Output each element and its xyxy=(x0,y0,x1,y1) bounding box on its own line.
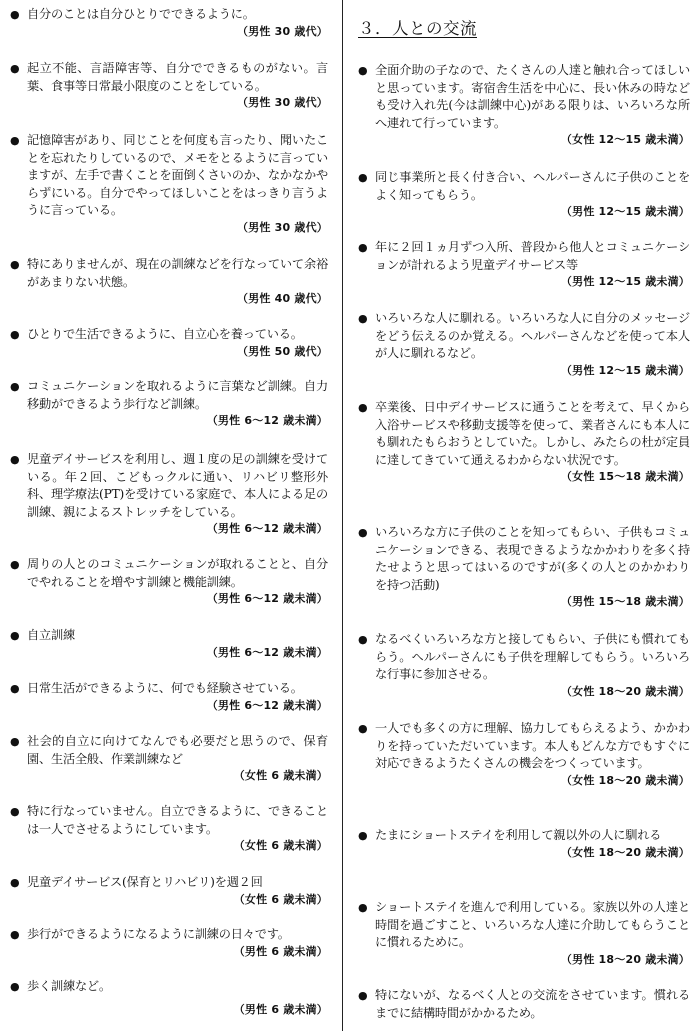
bullet-icon: ● xyxy=(10,380,20,393)
item-text: 周りの人とのコミュニケーションが取れることと、自分でやれることを増やす訓練と機能訓練。 xyxy=(27,557,328,589)
list-item xyxy=(10,556,328,607)
item-text: 年に２回１ヵ月ずつ入所、普段から他人とコミュニケーションが計れるよう児童デイサービス等 xyxy=(375,240,690,272)
respondent-attribute: （男性 50 歳代） xyxy=(237,344,328,358)
bullet-icon: ● xyxy=(358,526,368,539)
respondent-attribute: （男性 12〜15 歳未満） xyxy=(560,205,690,218)
list-item xyxy=(10,627,328,661)
respondent-attribute: （男性 18〜20 歳未満） xyxy=(560,952,690,966)
item-text: 児童デイサービス(保育とリハビリ)を週２回 xyxy=(27,875,263,889)
bullet-icon: ● xyxy=(10,805,20,818)
bullet-icon: ● xyxy=(358,312,368,325)
respondent-attribute: （女性 18〜20 歳未満） xyxy=(560,684,690,698)
column-divider xyxy=(342,0,343,1031)
bullet-icon: ● xyxy=(10,258,20,271)
bullet-icon: ● xyxy=(358,401,368,414)
list-item xyxy=(358,169,690,220)
item-text: コミュニケーションを取れるように言葉など訓練。自力移動ができるよう歩行など訓練。 xyxy=(27,379,328,411)
list-item xyxy=(358,524,690,610)
list-item xyxy=(358,899,690,968)
bullet-icon: ● xyxy=(358,64,368,77)
list-item xyxy=(358,987,690,1022)
respondent-attribute: （女性 6 歳未満） xyxy=(233,769,328,782)
bullet-icon: ● xyxy=(10,735,20,748)
item-text: 歩く訓練など。 xyxy=(27,979,111,993)
list-item xyxy=(10,6,328,40)
bullet-icon: ● xyxy=(358,829,368,842)
bullet-icon: ● xyxy=(10,453,20,466)
item-text: 特に行なっていません。自立できるように、できることは一人でさせるようにしています。 xyxy=(27,804,328,836)
respondent-attribute: （男性 6 歳未満） xyxy=(233,1002,328,1016)
item-text: 自立訓練 xyxy=(27,628,75,642)
bullet-icon: ● xyxy=(10,629,20,642)
item-text: 特にないが、なるべく人との交流をさせています。慣れるまでに結構時間がかかるため。 xyxy=(375,988,690,1020)
respondent-attribute: （女性 15〜18 歳未満） xyxy=(560,470,690,483)
list-item xyxy=(358,310,690,379)
bullet-icon: ● xyxy=(10,980,20,993)
item-text: いろいろな方に子供のことを知ってもらい、子供もコミュニケーションできる、表現できるようなかかわりを多く持たせようと思ってはいるのですが(多くの人とのかかわりを持つ活動) xyxy=(375,525,690,592)
list-item xyxy=(10,378,328,429)
respondent-attribute: （男性 6〜12 歳未満） xyxy=(206,522,328,535)
respondent-attribute: （男性 30 歳代） xyxy=(237,96,328,109)
bullet-icon: ● xyxy=(10,876,20,889)
item-text: 歩行ができるようになるように訓練の日々です。 xyxy=(27,927,290,941)
list-item xyxy=(10,60,328,111)
respondent-attribute: （男性 6〜12 歳未満） xyxy=(206,698,328,712)
bullet-icon: ● xyxy=(358,989,368,1002)
respondent-attribute: （女性 18〜20 歳未満） xyxy=(560,773,690,787)
bullet-icon: ● xyxy=(358,633,368,646)
bullet-icon: ● xyxy=(358,901,368,914)
list-item xyxy=(10,978,328,1018)
respondent-attribute: （男性 6〜12 歳未満） xyxy=(206,592,328,605)
respondent-attribute: （男性 6〜12 歳未満） xyxy=(206,645,328,659)
item-text: いろいろな人に馴れる。いろいろな人に自分のメッセージをどう伝えるのか覚える。ヘルパーさんなどを使って本人が人に馴れるなど。 xyxy=(375,311,690,360)
list-item xyxy=(358,720,690,789)
respondent-attribute: （男性 6〜12 歳未満） xyxy=(206,414,328,427)
bullet-icon: ● xyxy=(10,134,20,147)
bullet-icon: ● xyxy=(10,62,20,75)
list-item xyxy=(358,631,690,700)
bullet-icon: ● xyxy=(358,722,368,735)
list-item xyxy=(10,132,328,236)
respondent-attribute: （男性 6 歳未満） xyxy=(233,944,328,958)
respondent-attribute: （女性 6 歳未満） xyxy=(233,892,328,906)
bullet-icon: ● xyxy=(358,171,368,184)
bullet-icon: ● xyxy=(10,558,20,571)
list-item xyxy=(10,680,328,714)
item-text: 特にありませんが、現在の訓練などを行なっていて余裕があまりない状態。 xyxy=(27,257,328,289)
bullet-icon: ● xyxy=(10,328,20,341)
bullet-icon: ● xyxy=(10,928,20,941)
list-item xyxy=(358,399,690,485)
item-text: 自分のことは自分ひとりでできるように。 xyxy=(27,7,255,21)
item-text: 起立不能、言語障害等、自分でできるものがない。言葉、食事等日常最小限度のことをしている。 xyxy=(27,61,328,93)
item-text: 日常生活ができるように、何でも経験させている。 xyxy=(27,681,303,695)
list-item xyxy=(358,239,690,290)
respondent-attribute: （男性 30 歳代） xyxy=(237,220,328,234)
list-item xyxy=(10,926,328,960)
item-text: 一人でも多くの方に理解、協力してもらえるよう、かかわりを持っていただいています。本人もどんな方でもすぐに対応できるようたくさんの機会をつくっています。 xyxy=(375,721,690,770)
item-text: なるべくいろいろな方と接してもらい、子供にも慣れてもらう。ヘルパーさんにも子供を理解してもらう。いろいろな行事に参加させる。 xyxy=(375,632,690,681)
bullet-icon: ● xyxy=(358,241,368,254)
respondent-attribute: （女性 6 歳未満） xyxy=(233,839,328,852)
list-item xyxy=(10,256,328,307)
list-item xyxy=(10,803,328,854)
item-text: 児童デイサービスを利用し、週１度の足の訓練を受けている。年２回、こどもっクルに通い、リハビリ整形外科、理学療法(PT)を受けている家庭で、本人による足の訓練、親によるストレッチをしている。 xyxy=(27,452,328,519)
bullet-icon: ● xyxy=(10,8,20,21)
respondent-attribute: （女性 12〜15 歳未満） xyxy=(560,133,690,146)
respondent-attribute: （男性 15〜18 歳未満） xyxy=(560,595,690,608)
respondent-attribute: （男性 40 歳代） xyxy=(237,292,328,305)
respondent-attribute: （男性 12〜15 歳未満） xyxy=(560,275,690,288)
respondent-attribute: （男性 12〜15 歳未満） xyxy=(560,363,690,377)
section-title: ３．人との交流 xyxy=(358,19,477,38)
list-item xyxy=(358,827,690,861)
respondent-attribute: （男性 30 歳代） xyxy=(237,24,328,38)
item-text: 全面介助の子なので、たくさんの人達と触れ合ってほしいと思っています。寄宿舎生活を中心に、長い休みの時なども受け入れ先(今は訓練中心)がある限りは、いろいろな所へ連れて行っています。 xyxy=(375,63,690,130)
list-item xyxy=(10,451,328,537)
item-text: 卒業後、日中デイサービスに通うことを考えて、早くから入浴サービスや移動支援等を使って、業者さんにも本人にも馴れたもらおうとしていた。しかし、みたらの杜が定員に達してきていて通えるわからない状況です。 xyxy=(375,400,690,467)
list-item xyxy=(358,62,690,148)
item-text: ひとりで生活できるように、自立心を養っている。 xyxy=(27,327,303,341)
list-item xyxy=(10,733,328,784)
item-text: たまにショートステイを利用して親以外の人に馴れる xyxy=(375,828,662,842)
item-text: 記憶障害があり、同じことを何度も言ったり、聞いたことを忘れたりしているので、メモをとるように言っていますが、左手で書くことを面倒くさいのか、なかなかやらずにいる。自分でやってほしいことをはっきり言うように言っている。 xyxy=(27,133,328,217)
item-text: 同じ事業所と長く付き合い、ヘルパーさんに子供のことをよく知ってもらう。 xyxy=(375,170,690,202)
item-text: 社会的自立に向けてなんでも必要だと思うので、保育園、生活全般、作業訓練など xyxy=(27,734,328,766)
list-item xyxy=(10,874,328,908)
list-item xyxy=(10,326,328,360)
respondent-attribute: （女性 18〜20 歳未満） xyxy=(560,845,690,859)
bullet-icon: ● xyxy=(10,682,20,695)
item-text: ショートステイを進んで利用している。家族以外の人達と時間を過ごすこと、いろいろな人達に介助してもらうことに慣れるために。 xyxy=(375,900,690,949)
